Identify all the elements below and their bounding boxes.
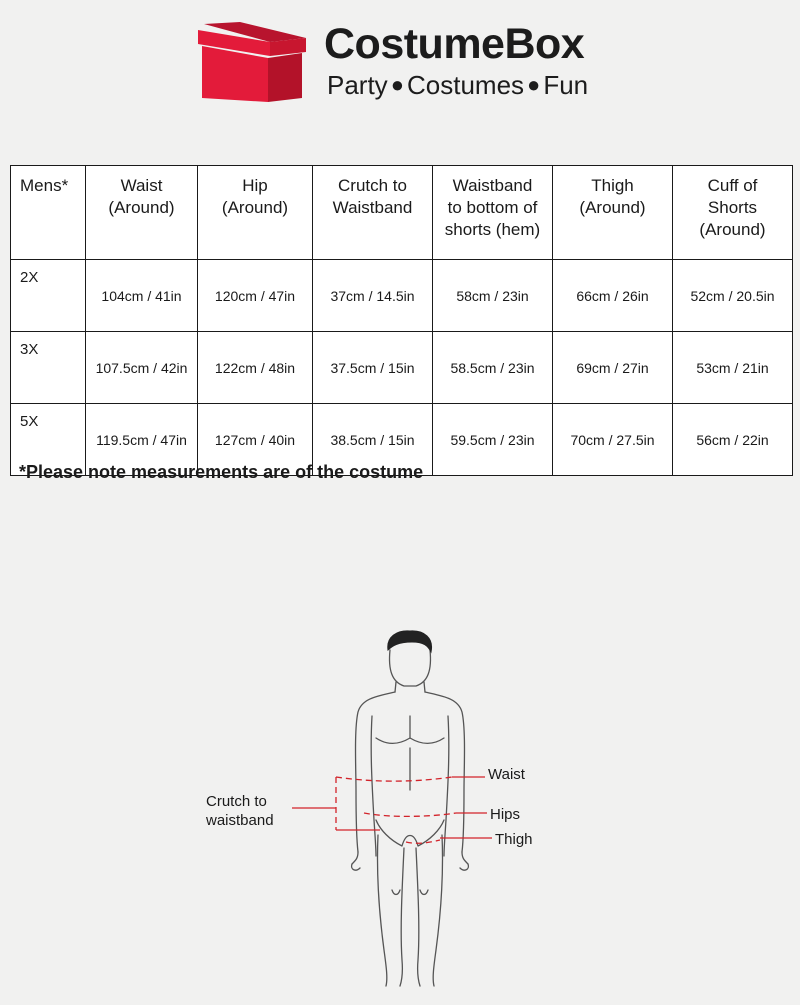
table-cell: 107.5cm / 42in	[86, 332, 198, 404]
header-line: Shorts	[707, 198, 758, 217]
size-cell: 3X	[11, 332, 86, 404]
header-mens	[11, 166, 86, 260]
header-line: (Around)	[699, 220, 766, 239]
table-cell: 127cm / 40in	[198, 404, 313, 476]
label-line: waistband	[206, 812, 274, 829]
tagline-word: Party	[327, 70, 388, 100]
header-line: Hip	[242, 176, 268, 195]
measurement-note: *Please note measurements are of the costume	[19, 462, 424, 482]
waist-label: Waist	[488, 766, 525, 783]
header-waistband-hem	[433, 166, 553, 260]
header-line: Thigh	[591, 176, 634, 195]
table-cell: 120cm / 47in	[198, 260, 313, 332]
table-cell: 104cm / 41in	[86, 260, 198, 332]
brand-name: CostumeBox	[324, 20, 585, 68]
table-cell: 122cm / 48in	[198, 332, 313, 404]
male-body-outline	[0, 620, 800, 1000]
table-cell: 56cm / 22in	[673, 404, 793, 476]
size-chart-table	[10, 165, 793, 476]
costume-box-icon	[196, 20, 308, 104]
table-cell: 37cm / 14.5in	[313, 260, 433, 332]
header-thigh	[553, 166, 673, 260]
table-header-row	[11, 166, 793, 260]
header-line: Waistband	[332, 198, 413, 217]
header-line: Mens*	[20, 176, 69, 195]
bullet-icon: ●	[527, 72, 541, 97]
header-cuff	[673, 166, 793, 260]
table-cell: 38.5cm / 15in	[313, 404, 433, 476]
tagline-word: Fun	[543, 70, 589, 100]
header-line: (Around)	[221, 198, 289, 217]
table-row	[11, 260, 793, 332]
brand-tagline	[327, 70, 588, 101]
table-cell: 53cm / 21in	[673, 332, 793, 404]
thigh-label: Thigh	[495, 831, 533, 848]
measurement-markers	[292, 777, 492, 843]
table-cell: 58.5cm / 23in	[433, 332, 553, 404]
table-cell: 69cm / 27in	[553, 332, 673, 404]
crutch-waistband-label	[206, 792, 274, 830]
header-line: Waist	[120, 176, 163, 195]
bullet-icon: ●	[390, 72, 404, 97]
size-cell: 5X	[11, 404, 86, 476]
hair-icon	[388, 631, 432, 652]
header-line: Crutch to	[338, 176, 407, 195]
table-cell: 119.5cm / 47in	[86, 404, 198, 476]
header-line: Waistband	[452, 176, 533, 195]
table-cell: 52cm / 20.5in	[673, 260, 793, 332]
table-row	[11, 332, 793, 404]
measurement-figure	[0, 620, 800, 1000]
header-crutch	[313, 166, 433, 260]
table-cell: 66cm / 26in	[553, 260, 673, 332]
header-waist	[86, 166, 198, 260]
header-hip	[198, 166, 313, 260]
hips-label: Hips	[490, 806, 521, 823]
header-line: (Around)	[579, 198, 646, 217]
tagline-word: Costumes	[406, 70, 525, 100]
table-cell: 37.5cm / 15in	[313, 332, 433, 404]
header-line: to bottom of	[447, 198, 538, 217]
header-line: shorts (hem)	[444, 220, 541, 239]
table-cell: 58cm / 23in	[433, 260, 553, 332]
header-line: Cuff of	[707, 176, 758, 195]
table-cell: 70cm / 27.5in	[553, 404, 673, 476]
brand-logo	[196, 18, 616, 108]
label-line: Crutch to	[206, 793, 267, 810]
header-line: (Around)	[108, 198, 175, 217]
size-cell: 2X	[11, 260, 86, 332]
table-cell: 59.5cm / 23in	[433, 404, 553, 476]
